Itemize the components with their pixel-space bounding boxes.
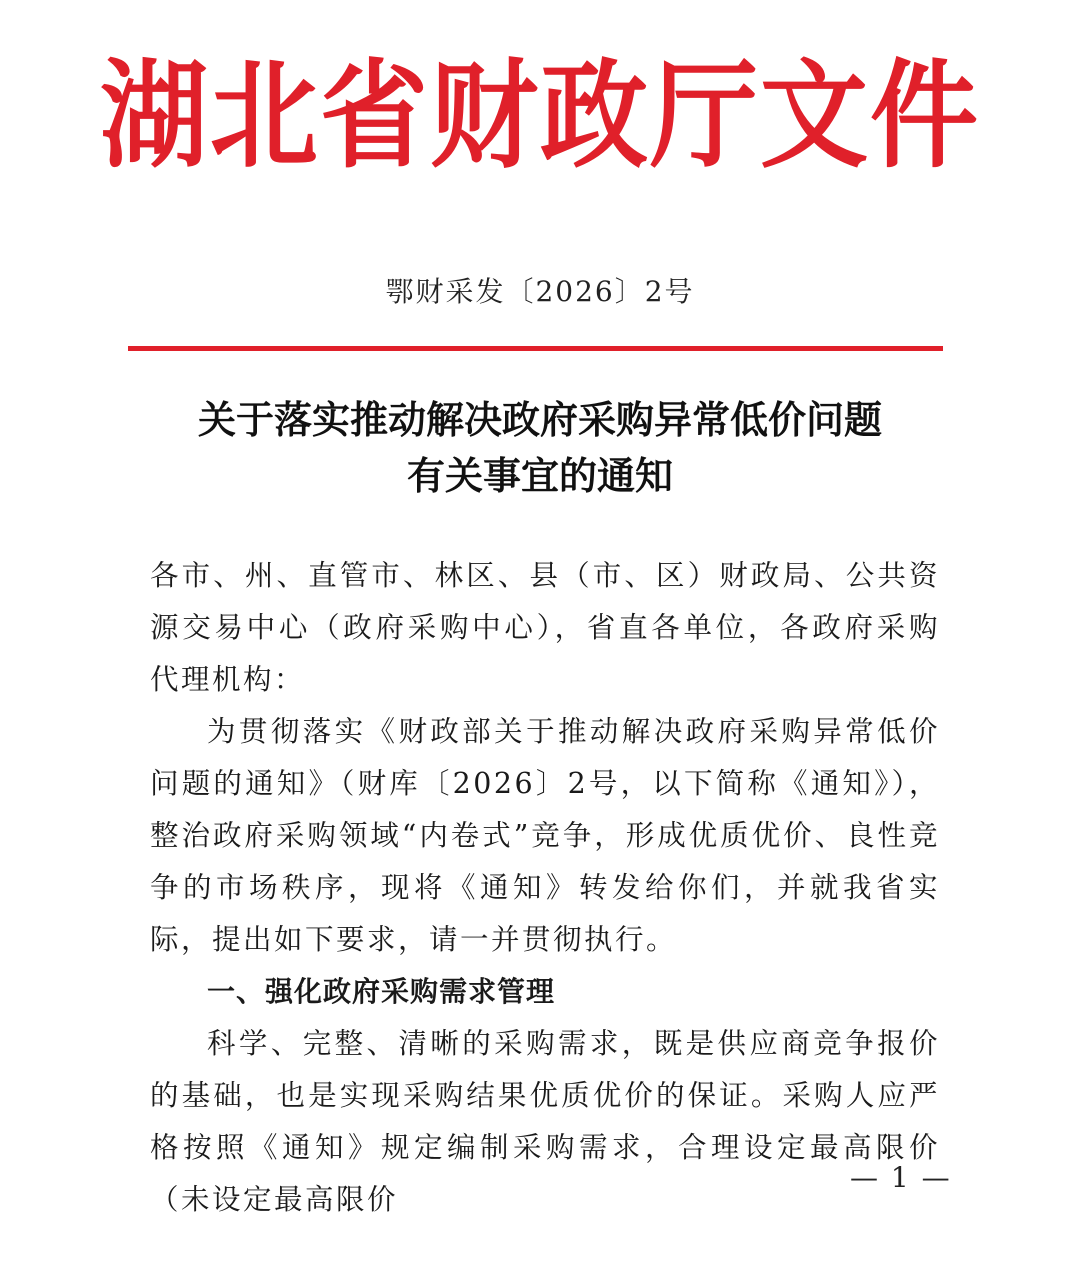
issuer-title: 湖北省财政厅文件 — [99, 48, 980, 184]
section-heading-1: 一、强化政府采购需求管理 — [207, 975, 556, 1008]
document-body — [150, 550, 940, 1226]
section-1-paragraph: 科学、完整、清晰的采购需求，既是供应商竞争报价的基础，也是实现采购结果优质优价的保证。采购人应严格按照《通知》规定编制采购需求，合理设定最高限价（未设定最高限价 — [150, 1027, 940, 1216]
notice-title-line-2: 有关事宜的通知 — [406, 453, 673, 498]
red-separator-line — [128, 346, 943, 351]
addressee-paragraph: 各市、州、直管市、林区、县（市、区）财政局、公共资源交易中心（政府采购中心），省直各单位，各政府采购代理机构： — [150, 559, 940, 696]
page-number: — 1 — — [850, 1161, 952, 1194]
document-number: 鄂财采发〔2026〕2号 — [385, 275, 695, 308]
notice-title — [0, 392, 1080, 504]
intro-paragraph: 为贯彻落实《财政部关于推动解决政府采购异常低价问题的通知》（财库〔2026〕2号，以下简称《通知》），整治政府采购领域“内卷式”竞争，形成优质优价、良性竞争的市场秩序，现将《通知》转发给你们，并就我省实际，提出如下要求，请一并贯彻执行。 — [150, 715, 940, 956]
notice-title-line-1: 关于落实推动解决政府采购异常低价问题 — [197, 397, 882, 442]
